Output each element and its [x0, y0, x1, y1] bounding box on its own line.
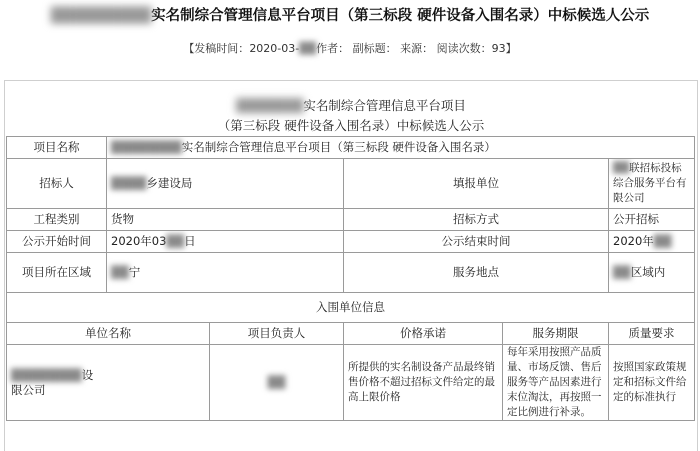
col-manager: 项目负责人 — [210, 323, 344, 345]
redacted-text: ██ — [111, 265, 129, 279]
row1-quality: 按照国家政策规定和招标文件给定的标准执行 — [609, 345, 695, 421]
meta-close: 】 — [505, 42, 517, 55]
tenderer-label: 招标人 — [7, 159, 107, 209]
table-row — [7, 253, 695, 293]
source-label: 来源： — [400, 42, 434, 55]
redacted-doc-title: ███████ — [236, 98, 304, 113]
redacted-date: ██ — [299, 42, 317, 55]
page-title — [0, 4, 700, 26]
project-name-text: 实名制综合管理信息平台项目（第三标段 硬件设备入围名录） — [181, 140, 496, 154]
redacted-text: ██ — [613, 265, 631, 279]
start-time-value — [107, 231, 344, 253]
col-service-period: 服务期限 — [503, 323, 609, 345]
end-time-text: 2020年 — [613, 234, 654, 248]
table-row — [7, 159, 695, 209]
project-name-label: 项目名称 — [7, 137, 107, 159]
tenderer-value — [107, 159, 344, 209]
redacted-text: ████████ — [111, 140, 182, 154]
row1-unit-text-2: 限公司 — [11, 382, 46, 397]
redacted-text: ██ — [613, 162, 630, 174]
end-time-value — [609, 231, 695, 253]
tender-method-value: 公开招标 — [609, 209, 695, 231]
col-unit-name: 单位名称 — [7, 323, 210, 345]
redacted-text: ██ — [166, 234, 185, 248]
redacted-text: ████████ — [11, 367, 82, 382]
page-title-text: 实名制综合管理信息平台项目（第三标段 硬件设备入围名录）中标候选人公示 — [151, 8, 650, 24]
publish-date: 2020-03- — [249, 42, 300, 55]
publish-label: 【发稿时间： — [183, 42, 250, 55]
region-value — [107, 253, 344, 293]
start-time-label: 公示开始时间 — [7, 231, 107, 253]
subtitle-label: 副标题： — [352, 42, 397, 55]
start-time-suffix: 日 — [184, 234, 196, 248]
redacted-text: ██ — [267, 375, 286, 389]
col-price-commitment: 价格承诺 — [344, 323, 503, 345]
table-row — [7, 137, 695, 159]
table-row — [7, 345, 695, 421]
service-location-label: 服务地点 — [344, 253, 609, 293]
filler-label: 填报单位 — [344, 159, 609, 209]
service-location-text: 区域内 — [630, 265, 666, 279]
row1-unit-name — [7, 345, 210, 421]
shortlist-header: 入围单位信息 — [7, 293, 695, 323]
views-label: 阅读次数： — [436, 42, 492, 55]
project-type-value: 货物 — [107, 209, 344, 231]
table-row — [7, 209, 695, 231]
project-name-value — [107, 137, 695, 159]
table-row — [7, 293, 695, 323]
row1-unit-text-1: 设 — [81, 367, 94, 382]
table-row — [7, 231, 695, 253]
doc-title-line-2: （第三标段 硬件设备入围名录）中标候选人公示 — [217, 118, 485, 133]
redacted-text: ██ — [653, 234, 672, 248]
row1-service-period: 每年采用按照产品质量、市场反馈、售后服务等产品因素进行末位淘汰，再按照一定比例进行补录。 — [503, 345, 609, 421]
region-text: 宁 — [128, 265, 141, 279]
tender-method-label: 招标方式 — [344, 209, 609, 231]
table-row — [7, 323, 695, 345]
article-meta — [0, 40, 700, 56]
views-count: 93 — [491, 42, 506, 55]
project-type-label: 工程类别 — [7, 209, 107, 231]
row1-manager — [210, 345, 344, 421]
filler-value — [609, 159, 695, 209]
redacted-title-prefix: █████████ — [50, 8, 152, 24]
notice-table — [6, 136, 695, 421]
author-label: 作者： — [316, 42, 350, 55]
redacted-text: ████ — [111, 176, 147, 190]
filler-text: 联招标投标综合服务平台有限公司 — [613, 162, 687, 204]
start-time-text: 2020年03 — [111, 234, 167, 248]
row1-price-commitment: 所提供的实名制设备产品最终销售价格不超过招标文件给定的最高上限价格 — [344, 345, 503, 421]
tenderer-text: 乡建设局 — [146, 176, 193, 190]
doc-title-line-1 — [6, 96, 696, 114]
region-label: 项目所在区域 — [7, 253, 107, 293]
col-quality: 质量要求 — [609, 323, 695, 345]
doc-title-text-1: 实名制综合管理信息平台项目 — [303, 98, 466, 113]
end-time-label: 公示结束时间 — [344, 231, 609, 253]
service-location-value — [609, 253, 695, 293]
